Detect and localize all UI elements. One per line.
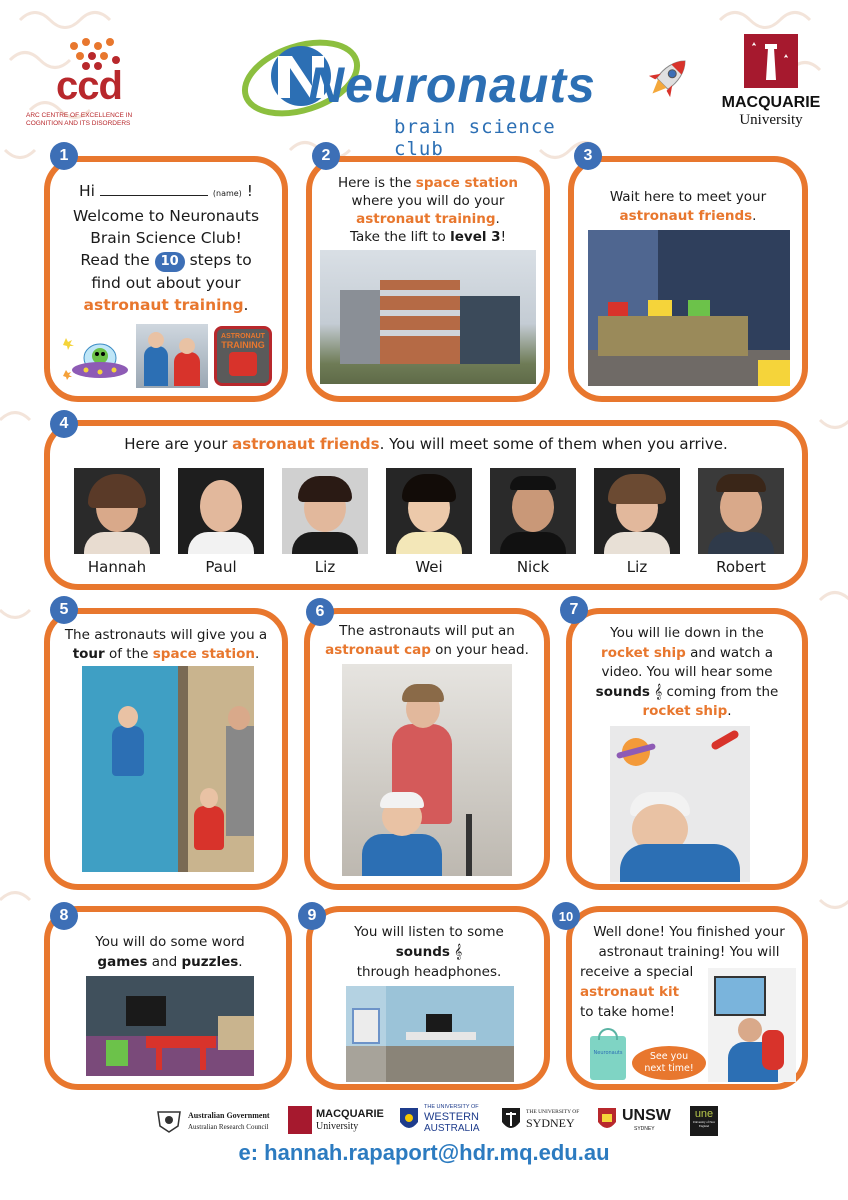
- friend-photo-liz-1: [282, 468, 368, 554]
- step-1-number: 1: [50, 142, 78, 170]
- step-6-text: The astronauts will put an astronaut cap on your head.: [325, 623, 529, 658]
- friend-photo-nick: [490, 468, 576, 554]
- partner-uwa-western: WESTERN: [424, 1111, 479, 1123]
- step-5-tour-photo: [82, 666, 254, 872]
- partner-arc: Australian Research Council: [188, 1123, 269, 1131]
- partner-unsw-name: UNSW: [622, 1107, 671, 1124]
- step-10-text: Well done! You finished your astronaut training! You will receive a special astronaut kit to take home!: [580, 924, 785, 1020]
- music-note-icon: 𝄞: [654, 683, 663, 700]
- step-1-line2: Welcome to Neuronauts: [72, 207, 260, 225]
- usyd-crest-icon: [500, 1106, 522, 1134]
- neuronauts-title: Neuronauts: [308, 57, 596, 113]
- step-7-text: You will lie down in the rocket ship and watch a video. You will hear some sounds 𝄞 coming from the rocket ship.: [595, 625, 779, 719]
- step-3-text: Wait here to meet your astronaut friends.: [609, 189, 767, 224]
- partner-logos: [150, 1104, 716, 1140]
- friend-photo-paul: [178, 468, 264, 554]
- step-7-rocket-ship-photo: [610, 726, 750, 882]
- step-8-number: 8: [50, 902, 78, 930]
- partner-aus-gov: Australian Government: [188, 1111, 270, 1120]
- partner-usyd-name: SYDNEY: [526, 1116, 575, 1130]
- step-1-children-photo: [136, 324, 208, 388]
- rocket-icon: [640, 50, 696, 106]
- partner-uwa-top: THE UNIVERSITY OF: [424, 1104, 479, 1110]
- friend-name-liz-1: Liz: [314, 558, 336, 576]
- step-9-text: You will listen to some sounds 𝄞 through headphones.: [354, 924, 504, 980]
- friend-photo-hannah: [74, 468, 160, 554]
- friend-photo-robert: [698, 468, 784, 554]
- australian-government-crest-icon: [154, 1108, 184, 1134]
- friend-name-nick: Nick: [516, 558, 550, 576]
- friend-name-liz-2: Liz: [626, 558, 648, 576]
- une-logo-icon: une University of New England: [690, 1106, 718, 1136]
- step-6-cap-photo: [342, 664, 512, 876]
- step-4-text: Here are your astronaut friends. You will meet some of them when you arrive.: [124, 435, 728, 453]
- ccd-logo-line2: COGNITION AND ITS DISORDERS: [26, 120, 131, 127]
- astronaut-training-badge: ASTRONAUT TRAINING: [214, 326, 272, 386]
- uwa-crest-icon: [398, 1106, 420, 1134]
- friend-name-paul: Paul: [205, 558, 237, 576]
- friend-name-wei: Wei: [415, 558, 443, 576]
- step-1-text: Hi (name) ! Welcome to Neuronauts Brain Science Club! Read the 10 steps to find out about your astronaut training.: [52, 180, 280, 316]
- partner-unsw-sub: SYDNEY: [634, 1126, 655, 1132]
- step-2-number: 2: [312, 142, 340, 170]
- neuronauts-subtitle: brain science club: [394, 116, 556, 160]
- neuronauts-logo: [236, 28, 616, 160]
- see-you-speech-bubble: See you next time!: [632, 1046, 706, 1080]
- ccd-logo: [26, 36, 156, 136]
- partner-mq-crest-icon: [288, 1106, 312, 1134]
- music-note-icon-2: 𝄞: [454, 944, 463, 960]
- friend-photo-wei: [386, 468, 472, 554]
- unsw-crest-icon: [596, 1106, 618, 1134]
- step-8-text: You will do some word games and puzzles.: [95, 934, 245, 970]
- macquarie-sub: University: [739, 112, 803, 128]
- step-10-number: 10: [552, 902, 580, 930]
- partner-mq-name: MACQUARIE: [316, 1108, 384, 1120]
- step-5-text: The astronauts will give you a tour of the space station.: [64, 627, 268, 662]
- partner-usyd-top: THE UNIVERSITY OF: [526, 1109, 580, 1115]
- step-8-games-room-photo: [86, 976, 254, 1076]
- partner-mq-sub: University: [316, 1121, 359, 1132]
- step-2-text: Here is the space station where you will do your astronaut training. Take the lift to level 3!: [337, 175, 519, 245]
- step-4-number: 4: [50, 410, 78, 438]
- step-1-line3: Brain Science Club!: [90, 229, 242, 247]
- space-station-building-photo: [320, 250, 536, 384]
- step-10-kit-photo: [708, 968, 796, 1082]
- step-3-number: 3: [574, 142, 602, 170]
- step-1-line5: find out about your: [91, 274, 241, 292]
- astronaut-kit-bag: Neuronauts: [590, 1036, 626, 1080]
- contact-email[interactable]: e: hannah.rapaport@hdr.mq.edu.au: [238, 1140, 610, 1165]
- partner-uwa-australia: AUSTRALIA: [424, 1123, 480, 1134]
- step-9-number: 9: [298, 902, 326, 930]
- macquarie-logo: [716, 34, 826, 134]
- step-6-number: 6: [306, 598, 334, 626]
- macquarie-name: MACQUARIE: [721, 94, 821, 111]
- alien-ufo-icon: [62, 330, 132, 386]
- friend-name-robert: Robert: [716, 558, 766, 576]
- step-1-hi: Hi: [79, 182, 95, 200]
- waiting-room-photo: [588, 230, 790, 386]
- friend-name-hannah: Hannah: [87, 558, 147, 576]
- step-7-number: 7: [560, 596, 588, 624]
- step-1-ten-badge: 10: [155, 252, 185, 272]
- friend-photo-liz-2: [594, 468, 680, 554]
- ccd-logo-text: ccd: [56, 64, 122, 108]
- step-1-highlight: astronaut training: [83, 296, 244, 314]
- step-9-headphones-room-photo: [346, 986, 514, 1082]
- step-1-name-hint: (name): [212, 189, 242, 198]
- macquarie-lighthouse-icon: [744, 34, 798, 88]
- step-5-number: 5: [50, 596, 78, 624]
- ccd-logo-line1: ARC CENTRE OF EXCELLENCE IN: [26, 112, 133, 119]
